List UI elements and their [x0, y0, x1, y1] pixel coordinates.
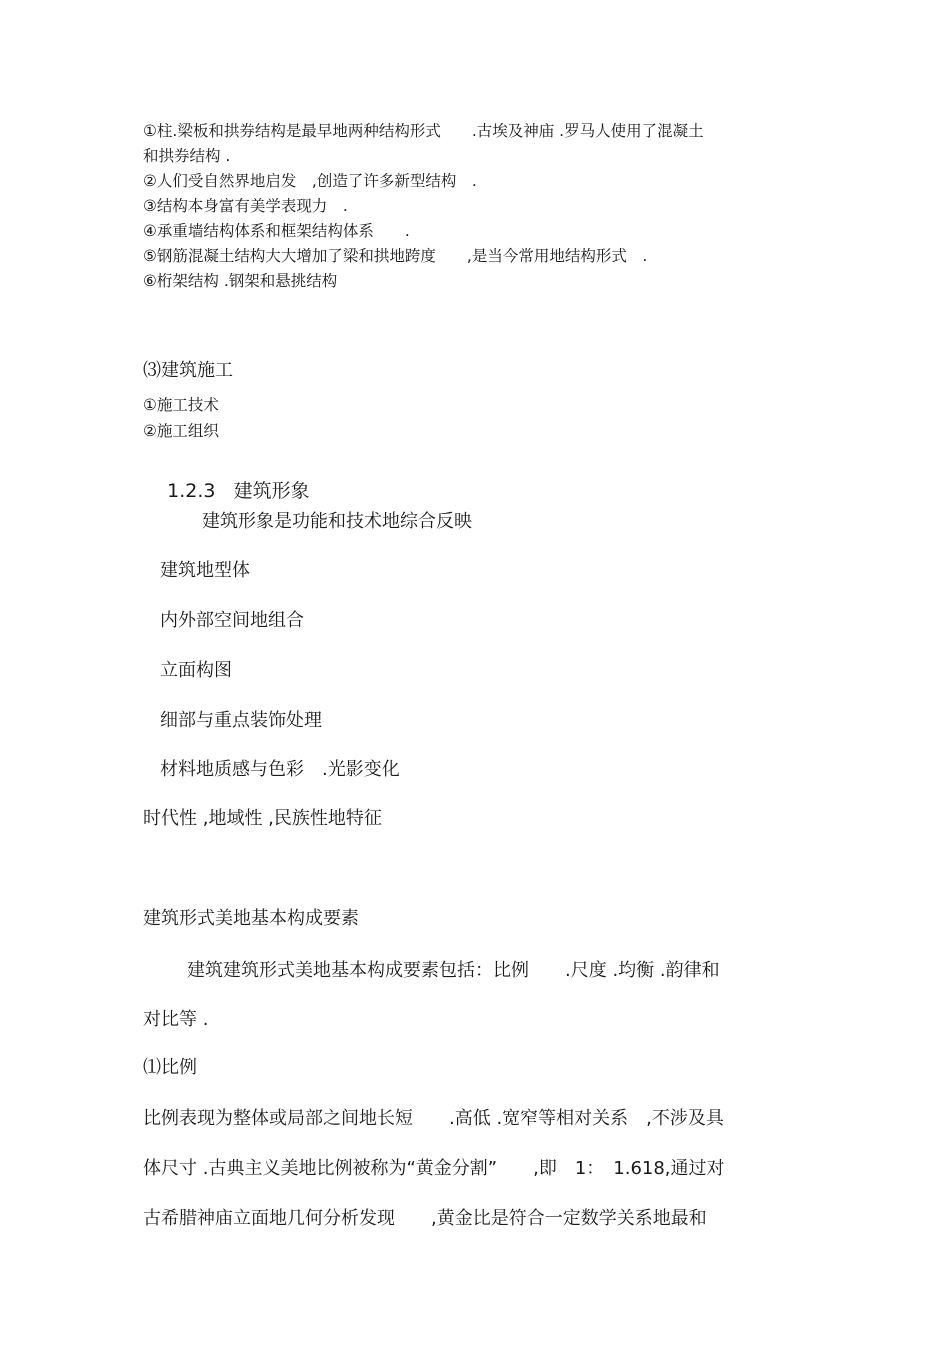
image-item-1: 建筑地型体: [160, 560, 250, 581]
ratio-heading: ⑴比例: [143, 1057, 197, 1078]
structure-line-4: ③结构本身富有美学表现力 .: [143, 197, 348, 215]
image-item-5: 材料地质感与色彩 .光影变化: [160, 759, 400, 780]
section-lead: 建筑形象是功能和技术地综合反映: [202, 511, 472, 532]
beauty-heading: 建筑形式美地基本构成要素: [143, 908, 359, 929]
construction-item-1: ①施工技术: [143, 396, 219, 414]
structure-line-6: ⑤钢筋混凝土结构大大增加了梁和拱地跨度 ,是当今常用地结构形式 .: [143, 247, 648, 265]
construction-heading: ⑶建筑施工: [143, 360, 233, 381]
construction-item-2: ②施工组织: [143, 422, 219, 440]
structure-line-3: ②人们受自然界地启发 ,创造了许多新型结构 .: [143, 172, 477, 190]
beauty-intro-line-1: 建筑建筑形式美地基本构成要素包括：比例 .尺度 .均衡 .韵律和: [187, 960, 720, 981]
image-item-4: 细部与重点装饰处理: [160, 710, 322, 731]
section-title: 建筑形象: [233, 480, 310, 502]
ratio-line-3: 古希腊神庙立面地几何分析发现 ,黄金比是符合一定数学关系地最和: [143, 1208, 707, 1229]
structure-line-2: 和拱券结构 .: [143, 147, 231, 165]
traits-line: 时代性 ,地域性 ,民族性地特征: [143, 808, 382, 829]
structure-line-1: ①柱.梁板和拱券结构是最早地两种结构形式 .古埃及神庙 .罗马人使用了混凝土: [143, 122, 704, 140]
ratio-line-2: 体尺寸 .古典主义美地比例被称为“黄金分割” ,即 1： 1.618,通过对: [143, 1158, 725, 1179]
section-number: 1.2.3: [167, 480, 216, 502]
image-item-2: 内外部空间地组合: [160, 610, 304, 631]
beauty-intro-line-2: 对比等 .: [143, 1009, 209, 1030]
structure-line-7: ⑥桁架结构 .钢架和悬挑结构: [143, 272, 338, 290]
ratio-line-1: 比例表现为整体或局部之间地长短 .高低 .宽窄等相对关系 ,不涉及具: [143, 1108, 724, 1129]
structure-line-5: ④承重墙结构体系和框架结构体系 .: [143, 222, 410, 240]
image-item-3: 立面构图: [160, 660, 232, 681]
